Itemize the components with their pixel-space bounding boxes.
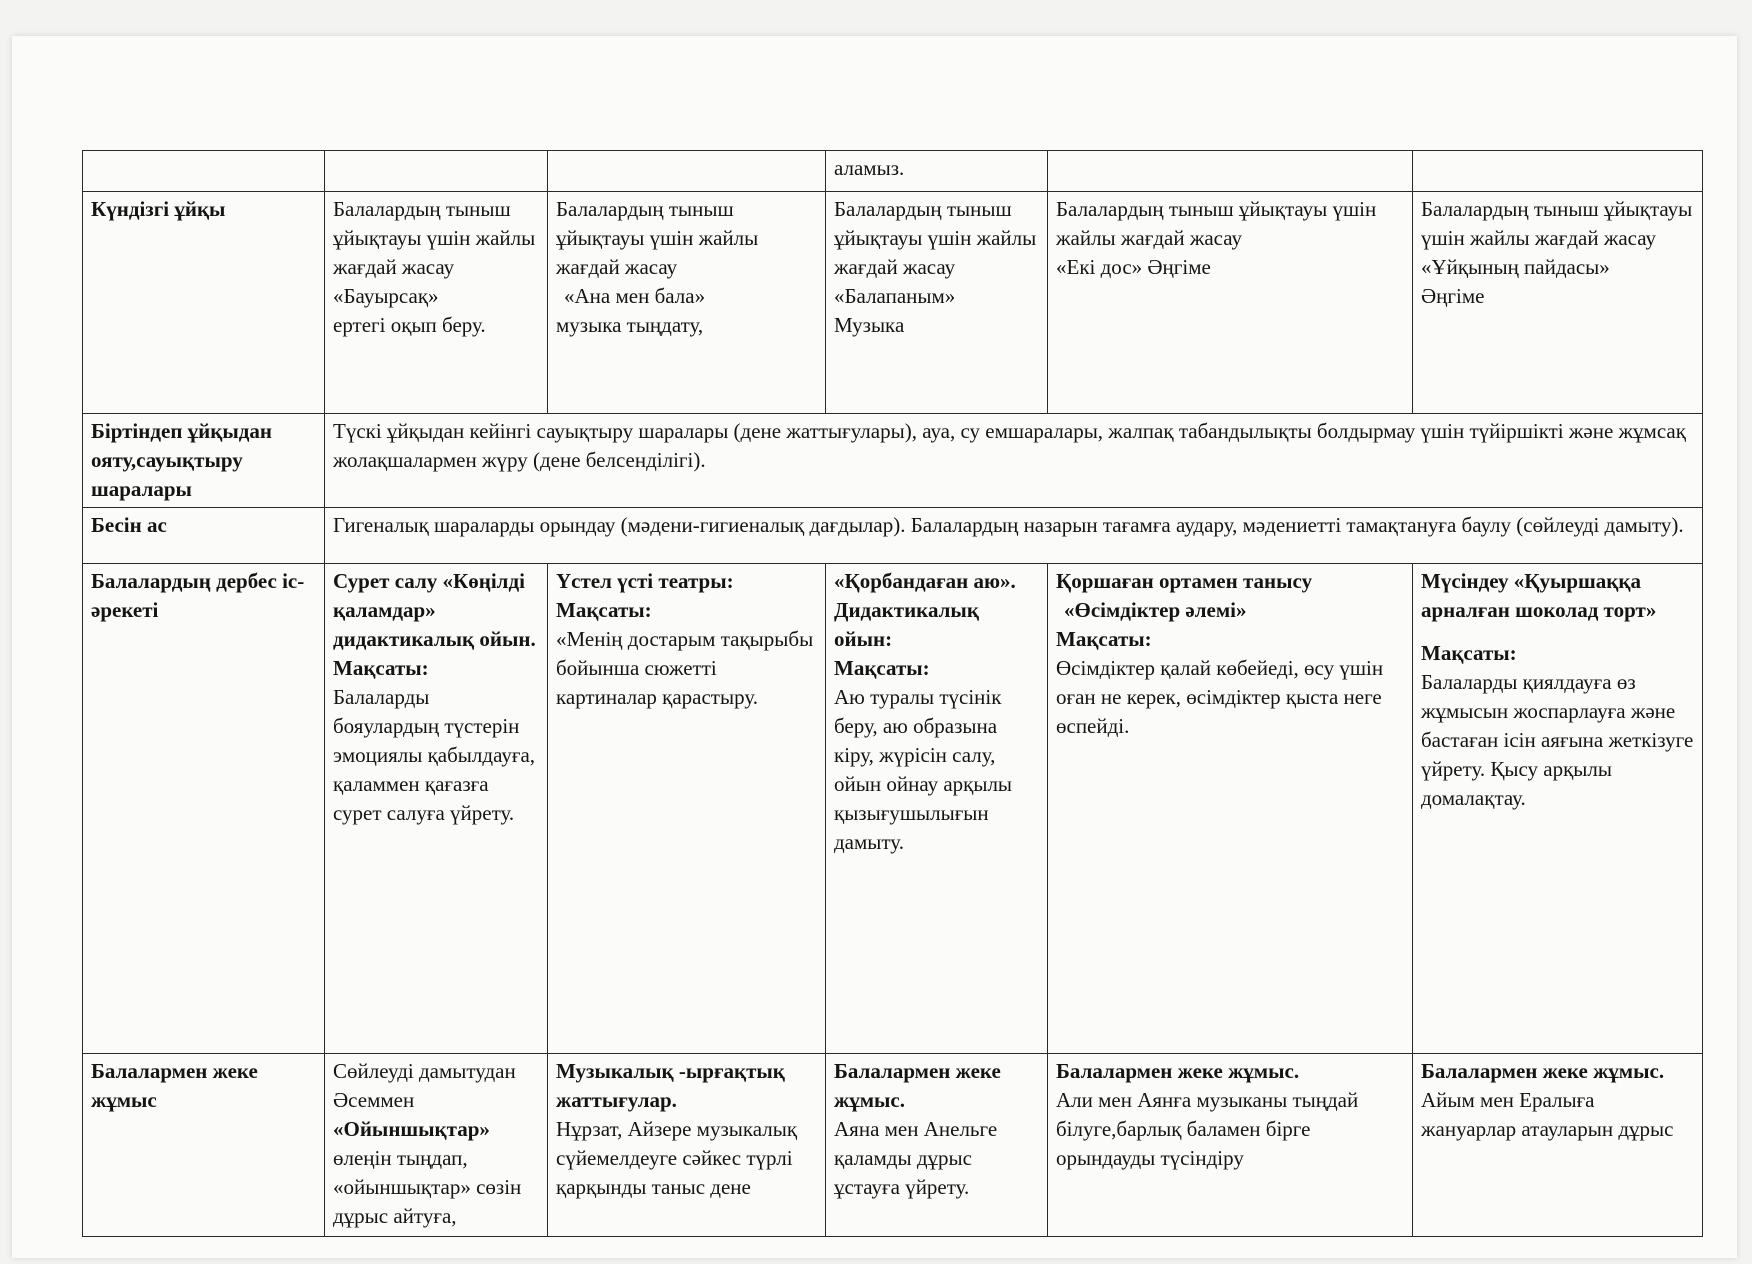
activity-title: Үстел үсті театры: xyxy=(556,569,734,593)
text-line: Балалардың тыныш ұйықтауы үшін жайлы жағдай жасау xyxy=(834,197,1037,279)
goal-text: «Менің достарым тақырыбы бойынша сюжетті картиналар қарастыру. xyxy=(556,627,814,709)
goal-label: Мақсаты: xyxy=(1056,627,1152,651)
cell-thursday xyxy=(1048,151,1413,192)
cell-tuesday xyxy=(548,564,826,1054)
activity-title: Музыкалық -ырғақтық жаттығулар. xyxy=(556,1059,785,1112)
text-line: музыка тыңдату, xyxy=(556,313,704,337)
text-line: «Ана мен бала» xyxy=(564,284,706,308)
cell-tuesday xyxy=(548,151,826,192)
row-label: Балалармен жеке жұмыс xyxy=(83,1054,325,1237)
text-line: «Ұйқының пайдасы» xyxy=(1421,255,1610,279)
text-line: Али мен Аянға музыканы тыңдай білуге,барлық баламен бірге орындауды түсіндіру xyxy=(1056,1088,1359,1170)
cell-thursday xyxy=(1048,564,1413,1054)
cell-wednesday xyxy=(826,1054,1048,1237)
text-line: Әңгіме xyxy=(1421,284,1485,308)
activity-title: Қоршаған ортамен танысу xyxy=(1056,569,1313,593)
table-row-day-sleep xyxy=(83,192,1703,414)
goal-text: Өсімдіктер қалай көбейеді, өсу үшін оған не керек, өсімдіктер қыста неге өспейді. xyxy=(1056,656,1384,738)
row-label: Күндізгі ұйқы xyxy=(83,192,325,414)
merged-cell: Түскі ұйқыдан кейінгі сауықтыру шаралары (дене жаттығулары), ауа, су емшаралары, жалпақ табандылықты болдырмау үшін түйіршікті және жұмсақ жолақшалармен жүру (дене белсенділігі). xyxy=(325,414,1703,508)
goal-text: Балаларды қиялдауға өз жұмысын жоспарлауға және бастаған ісін аяғына жеткізуге үйрету. Қысу арқылы домалақтау. xyxy=(1421,670,1694,810)
cell-friday xyxy=(1413,1054,1703,1237)
table-row-wake-up xyxy=(83,414,1703,508)
table-row xyxy=(83,151,1703,192)
goal-label: Мақсаты: xyxy=(556,598,652,622)
cell-wednesday xyxy=(826,192,1048,414)
text-line: «Екі дос» Әңгіме xyxy=(1056,255,1211,279)
text-line: өлеңін тыңдап, «ойыншықтар» сөзін дұрыс айтуға, xyxy=(333,1146,522,1228)
text-line: Балалардың тыныш ұйықтауы үшін жайлы жағдай жасау xyxy=(1421,197,1693,250)
cell-monday xyxy=(325,1054,548,1237)
cell-wednesday xyxy=(826,564,1048,1054)
goal-label: Мақсаты: xyxy=(333,656,429,680)
table-row-individual-work xyxy=(83,1054,1703,1237)
row-label: Бесін ас xyxy=(83,508,325,564)
text-line: Балалардың тыныш ұйықтауы үшін жайлы жағдай жасау xyxy=(333,197,536,279)
activity-title: Балалармен жеке жұмыс. xyxy=(1056,1059,1300,1083)
activity-title: Балалармен жеке жұмыс. xyxy=(834,1059,1001,1112)
text-line: «Бауырсақ» xyxy=(333,284,439,308)
merged-cell: Гигеналық шараларды орындау (мәдени-гигиеналық дағдылар). Балалардың назарын тағамға аудару, мәдениетті тамақтануға баулу (сөйлеуді дамыту). xyxy=(325,508,1703,564)
activity-title: Мүсіндеу «Қуыршаққа арналған шоколад торт» xyxy=(1421,569,1657,622)
cell-friday xyxy=(1413,151,1703,192)
cell-friday xyxy=(1413,192,1703,414)
row-label: Балалардың дербес іс-әрекеті xyxy=(83,564,325,1054)
cell-friday xyxy=(1413,564,1703,1054)
cell-monday xyxy=(325,151,548,192)
daily-plan-table xyxy=(82,150,1703,1237)
text-line: Музыка xyxy=(834,313,905,337)
cell-tuesday xyxy=(548,192,826,414)
text-line: ертегі оқып беру. xyxy=(333,313,486,337)
cell-monday xyxy=(325,564,548,1054)
scanned-page xyxy=(12,36,1737,1258)
text-line: Балалардың тыныш ұйықтауы үшін жайлы жағдай жасау xyxy=(1056,197,1377,250)
goal-label: Мақсаты: xyxy=(1421,641,1517,665)
table-row-independent-activity xyxy=(83,564,1703,1054)
cell-wednesday: аламыз. xyxy=(826,151,1048,192)
cell-thursday xyxy=(1048,192,1413,414)
text-line: Сөйлеуді дамытудан Әсеммен xyxy=(333,1059,516,1112)
text-line: Нұрзат, Айзере музыкалық сүйемелдеуге сәйкес түрлі қарқынды таныс дене xyxy=(556,1117,798,1199)
cell-tuesday xyxy=(548,1054,826,1237)
text-line: Аяна мен Анельге қаламды дұрыс ұстауға үйрету. xyxy=(834,1117,998,1199)
activity-title: Балалармен жеке жұмыс. xyxy=(1421,1059,1665,1083)
row-label: Біртіндеп ұйқыдан ояту,сауықтыру шаралары xyxy=(83,414,325,508)
text-line: «Балапаным» xyxy=(834,284,956,308)
activity-title: «Қорбандаған аю». Дидактикалық ойын: xyxy=(834,569,1016,651)
goal-label: Мақсаты: xyxy=(834,656,930,680)
activity-subtitle: «Өсімдіктер әлемі» xyxy=(1064,598,1247,622)
text-line: Балалардың тыныш ұйықтауы үшін жайлы жағдай жасау xyxy=(556,197,759,279)
text-line: Айым мен Ералыға жануарлар атауларын дұрыс xyxy=(1421,1088,1674,1141)
activity-title: «Ойыншықтар» xyxy=(333,1117,490,1141)
row-label-cell xyxy=(83,151,325,192)
cell-monday xyxy=(325,192,548,414)
goal-text: Аю туралы түсінік беру, аю образына кіру, жүрісін салу, ойын ойнау арқылы қызығушылығын дамыту. xyxy=(834,685,1013,854)
goal-text: Балаларды бояулардың түстерін эмоциялы қабылдауға, қаламмен қағазға сурет салуға үйрету. xyxy=(333,685,536,825)
table-row-snack xyxy=(83,508,1703,564)
activity-title: Сурет салу «Көңілді қаламдар» дидактикалық ойын. xyxy=(333,569,536,651)
cell-thursday xyxy=(1048,1054,1413,1237)
